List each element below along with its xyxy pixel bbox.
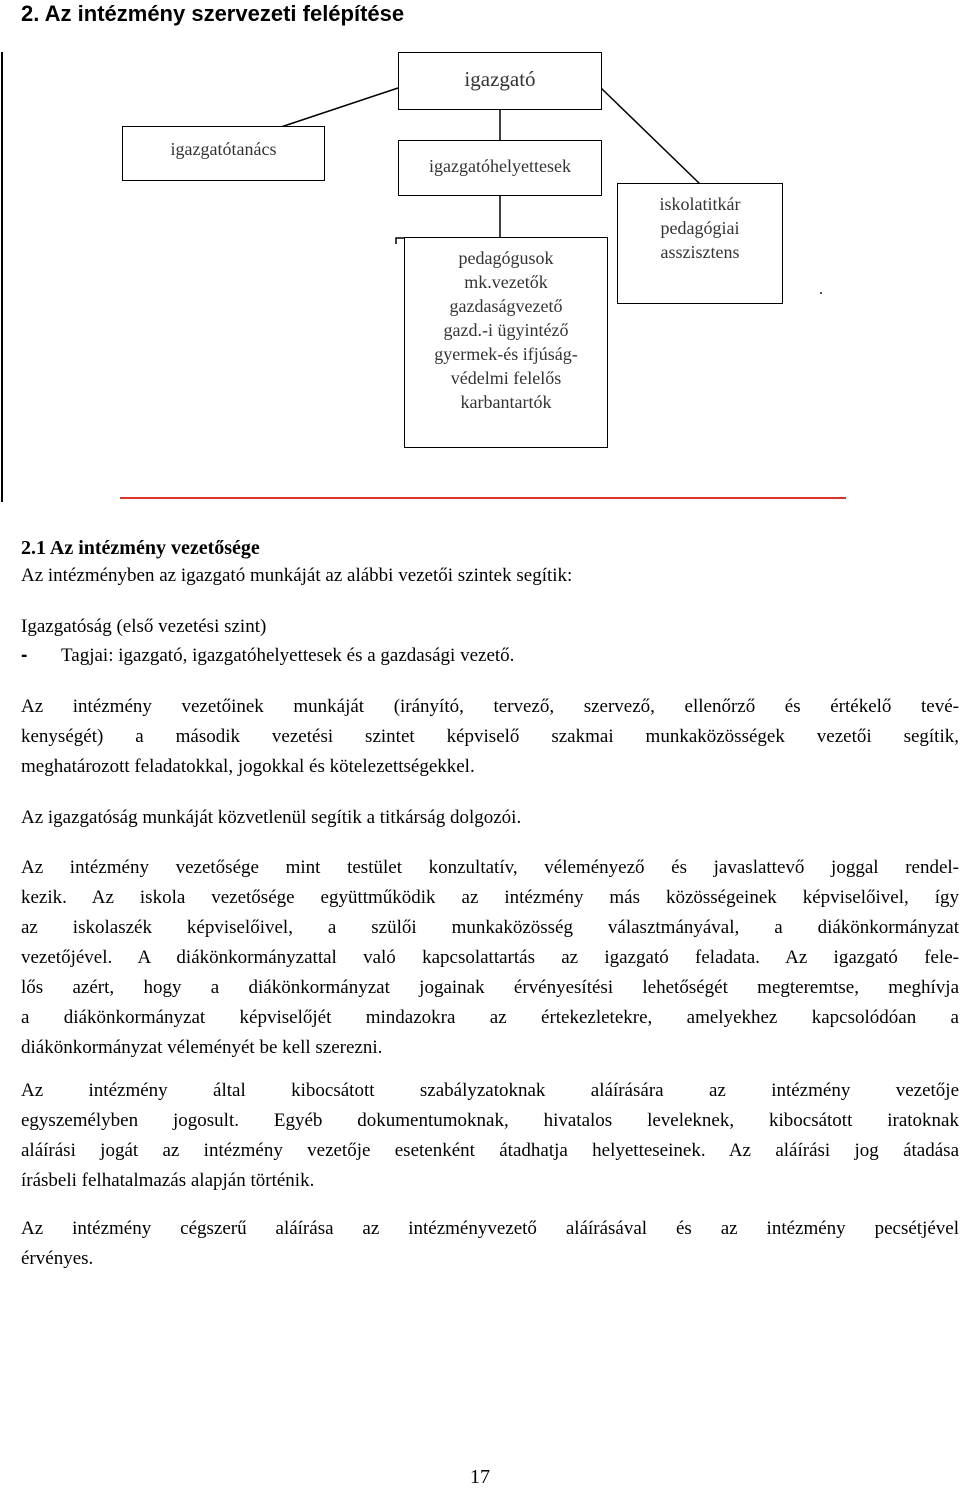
paragraph-5: [21, 1214, 959, 1274]
paragraph-line: meghatározott feladatokkal, jogokkal és kötelezettségekkel.: [21, 756, 475, 777]
paragraph-line: Az intézmény cégszerű aláírása az intézményvezető aláírásával és az intézmény pecsétjével: [21, 1218, 959, 1239]
connector-director-secretariat: [601, 88, 700, 184]
paragraph-line: kenységét) a második vezetési szintet képviselő szakmai munkaközösségek vezetői segítik,: [21, 726, 959, 747]
paragraph-line: Az intézmény vezetőinek munkáját (irányító, tervező, szervező, ellenőrző és értékelő tevé-: [21, 696, 959, 717]
stray-dot: .: [819, 281, 823, 298]
staff-line-1: pedagógusok: [458, 248, 554, 268]
paragraph-2: [21, 803, 959, 833]
secretariat-line-1: iskolatitkár: [659, 194, 741, 214]
board-box: [122, 126, 325, 181]
red-divider: [120, 497, 846, 499]
staff-box-shadow-edge: [396, 238, 404, 244]
staff-line-7: karbantartók: [460, 392, 552, 412]
staff-line-2: mk.vezetők: [464, 272, 548, 292]
director-label: igazgató: [464, 67, 536, 91]
page-heading: 2. Az intézmény szervezeti felépítése: [21, 1, 405, 26]
staff-line-6: védelmi felelős: [450, 368, 562, 388]
page-number: 17: [470, 1466, 490, 1488]
staff-line-3: gazdaságvezető: [449, 296, 563, 316]
section-title: 2.1 Az intézmény vezetősége: [21, 537, 260, 559]
level-title: [21, 612, 959, 642]
paragraph-line: Az intézmény vezetősége mint testület konzultatív, véleményező és javaslattevő joggal rendel-: [21, 857, 959, 878]
level-list-item: [21, 641, 514, 671]
board-label: igazgatótanács: [170, 139, 277, 159]
paragraph-3: [21, 853, 959, 1063]
paragraph-line: aláírási jogát az intézmény vezetője esetenként átadhatja helyetteseinek. Az aláírási jog átadása: [21, 1140, 959, 1161]
paragraph-line: lős azért, hogy a diákönkormányzat jogainak érvényesítési lehetőségét megteremtse, meghívja: [21, 977, 959, 998]
dash-bullet: -: [21, 645, 28, 666]
level-title-text: Igazgatóság (első vezetési szint): [21, 616, 267, 637]
paragraph-line: diákönkormányzat véleményét be kell szerezni.: [21, 1037, 383, 1058]
level-item-text: Tagjai: igazgató, igazgatóhelyettesek és a gazdasági vezető.: [61, 645, 515, 666]
secretariat-box: [617, 183, 783, 304]
staff-line-4: gazd.-i ügyintéző: [443, 320, 569, 340]
secretariat-line-3: asszisztens: [660, 242, 740, 262]
deputies-label: igazgatóhelyettesek: [429, 156, 571, 176]
staff-box: [404, 237, 608, 448]
paragraph-line: Az igazgatóság munkáját közvetlenül segítik a titkárság dolgozói.: [21, 807, 522, 828]
paragraph-line: a diákönkormányzat képviselőjét mindazokra az értekezletekre, amelyekhez kapcsolódóan a: [21, 1007, 959, 1028]
connector-director-board: [281, 88, 398, 127]
intro-line: [21, 561, 959, 591]
paragraph-line: kezik. Az iskola vezetősége együttműködik az intézmény más közösségeinek képviselőivel, így: [21, 887, 959, 908]
secretariat-line-2: pedagógiai: [660, 218, 740, 238]
paragraph-line: az iskolaszék képviselőivel, a szülői munkaközösség választmányával, a diákönkormányzat: [21, 917, 959, 938]
paragraph-4: [21, 1076, 959, 1196]
deputies-box: [398, 140, 602, 196]
paragraph-line: írásbeli felhatalmazás alapján történik.: [21, 1170, 315, 1191]
paragraph-1: [21, 692, 959, 782]
paragraph-line: vezetőjével. A diákönkormányzattal való kapcsolattartás az igazgató feladata. Az igazgató fele-: [21, 947, 959, 968]
director-box: [398, 52, 602, 110]
paragraph-line: Az intézmény által kibocsátott szabályzatoknak aláírására az intézmény vezetője: [21, 1080, 959, 1101]
intro-text: Az intézményben az igazgató munkáját az alábbi vezetői szintek segítik:: [21, 565, 573, 586]
paragraph-line: egyszemélyben jogosult. Egyéb dokumentumoknak, hivatalos leveleknek, kibocsátott iratoknak: [21, 1110, 959, 1131]
staff-line-5: gyermek-és ifjúság-: [434, 344, 578, 364]
paragraph-line: érvényes.: [21, 1248, 94, 1269]
